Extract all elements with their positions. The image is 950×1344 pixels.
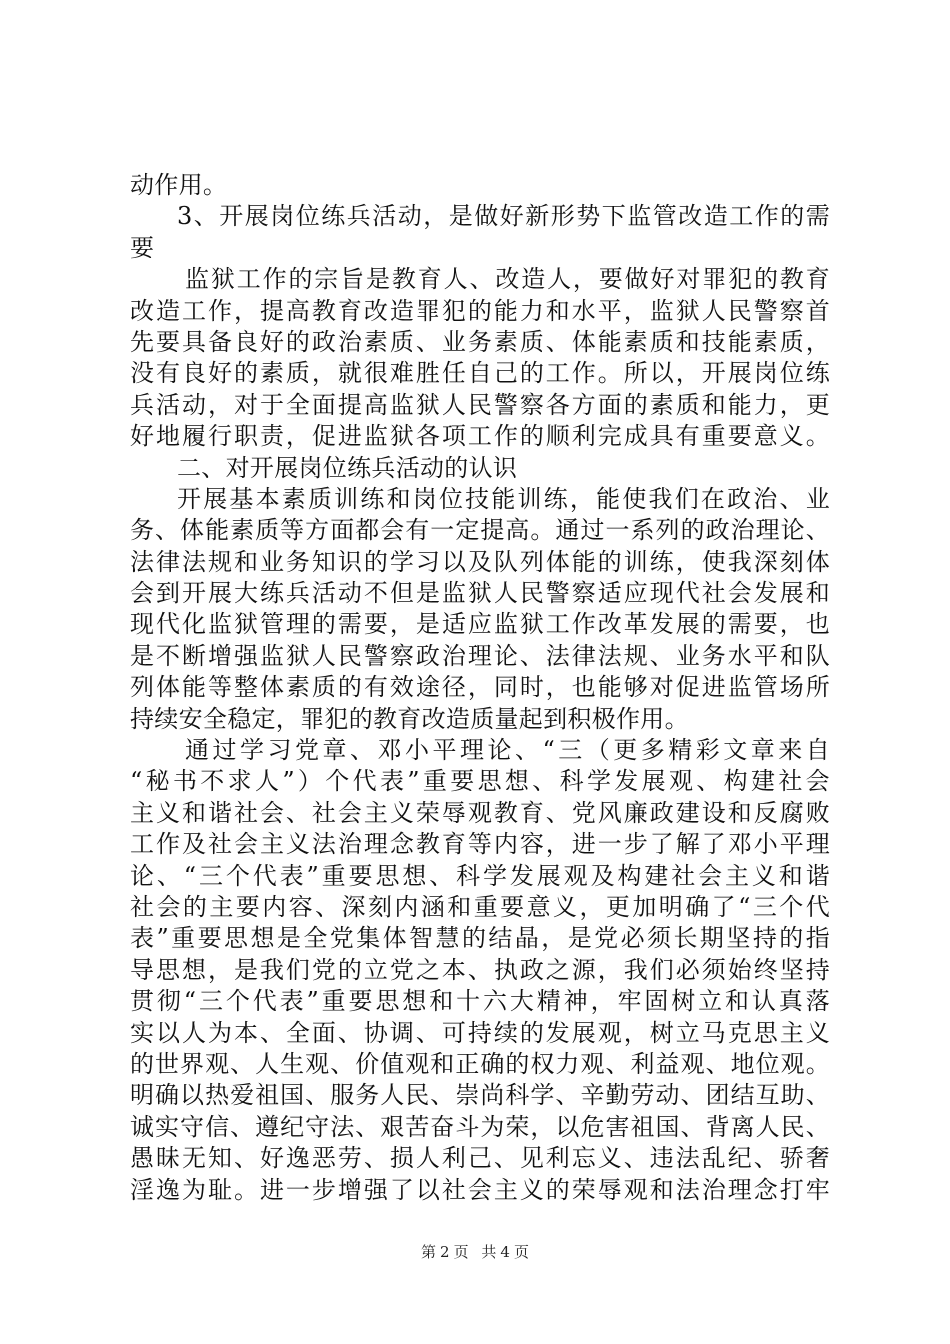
- text-line: 工作及社会主义法治理念教育等内容，进一步了解了邓小平理: [130, 830, 830, 859]
- text-line: 3、开展岗位练兵活动，是做好新形势下监管改造工作的需: [177, 202, 830, 231]
- text-line: 现代化监狱管理的需要，是适应监狱工作改革发展的需要，也: [130, 610, 830, 639]
- text-line: 主义和谐社会、社会主义荣辱观教育、党风廉政建设和反腐败: [130, 798, 830, 827]
- text-line: 淫逸为耻。进一步增强了以社会主义的荣辱观和法治理念打牢: [130, 1175, 830, 1204]
- text-line: 导思想，是我们党的立党之本、执政之源，我们必须始终坚持: [130, 955, 830, 984]
- text-line: 列体能等整体素质的有效途径，同时，也能够对促进监管场所: [130, 673, 830, 702]
- text-line: 贯彻“三个代表”重要思想和十六大精神，牢固树立和认真落: [130, 987, 830, 1016]
- text-line: 兵活动，对于全面提高监狱人民警察各方面的素质和能力，更: [130, 390, 830, 419]
- current-page-number: 2: [440, 1243, 450, 1261]
- text-line: 社会的主要内容、深刻内涵和重要意义，更加明确了“三个代: [130, 892, 830, 921]
- text-line: 表”重要思想是全党集体智慧的结晶，是党必须长期坚持的指: [130, 924, 830, 953]
- text-line: 务、体能素质等方面都会有一定提高。通过一系列的政治理论、: [130, 516, 830, 545]
- text-line: 改造工作，提高教育改造罪犯的能力和水平，监狱人民警察首: [130, 296, 830, 325]
- text-line: 二、对开展岗位练兵活动的认识: [177, 453, 518, 482]
- text-line: 是不断增强监狱人民警察政治理论、法律法规、业务水平和队: [130, 641, 830, 670]
- text-line: 通过学习党章、邓小平理论、“三（更多精彩文章来自: [185, 736, 830, 765]
- page-footer: [0, 1242, 950, 1262]
- text-line: 先要具备良好的政治素质、业务素质、体能素质和技能素质，: [130, 327, 830, 356]
- text-line: 持续安全稳定，罪犯的教育改造质量起到积极作用。: [130, 704, 689, 733]
- text-line: 法律法规和业务知识的学习以及队列体能的训练，使我深刻体: [130, 547, 830, 576]
- text-line: 论、“三个代表”重要思想、科学发展观及构建社会主义和谐: [130, 861, 830, 890]
- document-body: [130, 170, 830, 1206]
- text-line: 的世界观、人生观、价值观和正确的权力观、利益观、地位观。: [130, 1049, 830, 1078]
- text-line: 愚昧无知、好逸恶劳、损人利己、见利忘义、违法乱纪、骄奢: [130, 1144, 830, 1173]
- text-line: 开展基本素质训练和岗位技能训练，能使我们在政治、业: [177, 484, 830, 513]
- text-line: 监狱工作的宗旨是教育人、改造人，要做好对罪犯的教育: [185, 265, 830, 294]
- total-page-number: 4: [500, 1243, 510, 1261]
- total-pages-indicator: 共 4 页: [481, 1243, 529, 1261]
- page-indicator: 第 2 页: [421, 1243, 469, 1261]
- text-line: 动作用。: [130, 171, 228, 199]
- text-line: 好地履行职责，促进监狱各项工作的顺利完成具有重要意义。: [130, 422, 830, 451]
- text-line: 实以人为本、全面、协调、可持续的发展观，树立马克思主义: [130, 1018, 830, 1047]
- text-line: 会到开展大练兵活动不但是监狱人民警察适应现代社会发展和: [130, 579, 830, 608]
- text-line: 明确以热爱祖国、服务人民、崇尚科学、辛勤劳动、团结互助、: [130, 1081, 830, 1110]
- text-line: 要: [130, 233, 155, 262]
- text-line: 没有良好的素质，就很难胜任自己的工作。所以，开展岗位练: [130, 359, 830, 388]
- text-line: “秘书不求人”）个代表”重要思想、科学发展观、构建社会: [130, 767, 830, 796]
- text-line: 诚实守信、遵纪守法、艰苦奋斗为荣，以危害祖国、背离人民、: [130, 1112, 830, 1141]
